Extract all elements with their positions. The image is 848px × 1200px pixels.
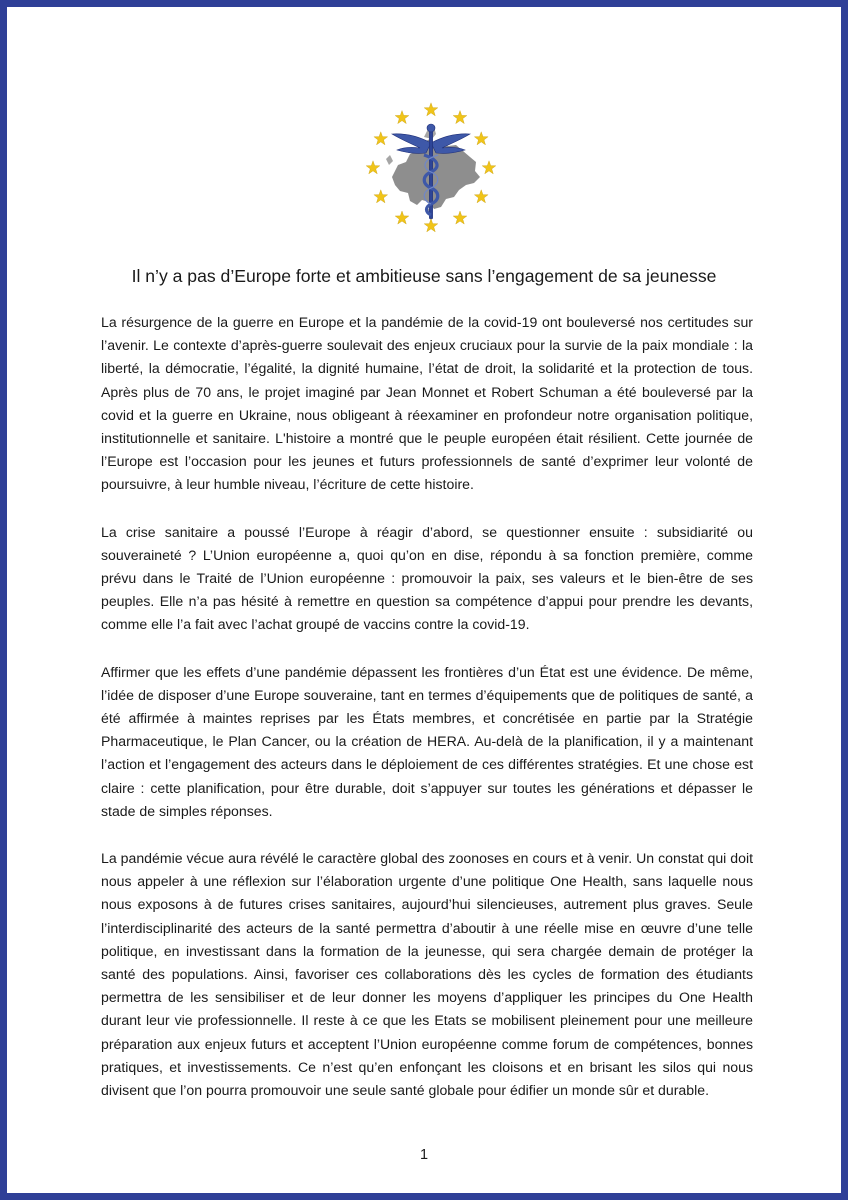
star-icon bbox=[474, 132, 488, 145]
document-body bbox=[101, 311, 753, 1126]
star-icon bbox=[395, 211, 409, 224]
paragraph: Affirmer que les effets d’une pandémie dépassent les frontières d’un État est une évidence. De même, l’idée de disposer d’une Europe souveraine, tant en termes d’équipements que de politiques de santé, a été affirmée à maintes reprises par les États membres, et concrétisée en partie par la Stratégie Pharmaceutique, le Plan Cancer, ou la création de HERA. Au-delà de la planification, il y a maintenant l’action et l’engagement des acteurs dans le déploiement de ces différentes stratégies. Et une chose est claire : cette planification, pour être durable, doit s’appuyer sur toutes les générations et dépasser le stade de simples réponses. bbox=[101, 663, 753, 819]
page-number: 1 bbox=[419, 1147, 429, 1163]
star-icon bbox=[474, 190, 488, 203]
star-icon bbox=[395, 111, 409, 124]
star-icon bbox=[374, 132, 388, 145]
paragraph: La pandémie vécue aura révélé le caractère global des zoonoses en cours et à venir. Un constat qui doit nous appeler à une réflexion sur l’élaboration urgente d’une politique One Health, sans laquelle nous nous exposons à de futures crises sanitaires, aujourd’hui silencieuses, autrement plus graves. Seule l’interdisciplinarité des acteurs de la santé permettra d’aboutir à une réelle mise en œuvre d’une telle politique, en investissant dans la formation de la jeunesse, qui sera chargée demain de protéger la santé des populations. Ainsi, favoriser ces collaborations dès les cycles de formation des étudiants permettra de les sensibiliser et de leur donner les moyens d’appliquer les principes du One Health durant leur vie professionnelle. Il reste à ce que les Etats se mobilisent pleinement pour une meilleure préparation aux enjeux futurs et acceptent l’Union européenne comme forum de compétences, bonnes pratiques, et investissements. Ce n’est qu’en enfonçant les cloisons et en brisant les silos qui nous divisent que l’on pourra promouvoir une seule santé globale pour édifier un monde sûr et durable. bbox=[101, 850, 753, 1099]
document-title: Il n’y a pas d’Europe forte et ambitieuse sans l’engagement de sa jeunesse bbox=[131, 266, 717, 286]
star-icon bbox=[453, 111, 467, 124]
star-icon bbox=[424, 103, 438, 116]
star-icon bbox=[482, 161, 496, 174]
star-icon bbox=[374, 190, 388, 203]
european-health-logo bbox=[362, 99, 500, 237]
star-icon bbox=[453, 211, 467, 224]
star-icon bbox=[366, 161, 380, 174]
star-icon bbox=[424, 219, 438, 232]
paragraph: La résurgence de la guerre en Europe et la pandémie de la covid-19 ont bouleversé nos certitudes sur l’avenir. Le contexte d’après-guerre soulevait des enjeux cruciaux pour la survie de la paix mondiale : la liberté, la démocratie, l’égalité, la dignité humaine, l’état de droit, la solidarité et la protection de tous. Après plus de 70 ans, le projet imaginé par Jean Monnet et Robert Schuman a été bouleversé par la covid et la guerre en Ukraine, nous obligeant à réexaminer en profondeur notre organisation politique, institutionnelle et sanitaire. L'histoire a montré que le peuple européen était résilient. Cette journée de l’Europe est l’occasion pour les jeunes et futurs professionnels de santé d’exprimer leur volonté de poursuivre, à leur humble niveau, l’écriture de cette histoire. bbox=[101, 314, 753, 493]
paragraph: La crise sanitaire a poussé l’Europe à réagir d’abord, se questionner ensuite : subsidiarité ou souveraineté ? L’Union européenne a, quoi qu’on en dise, répondu à sa fonction première, comme prévu dans le Traité de l’Union européenne : promouvoir la paix, ses valeurs et le bien-être de ses peuples. Elle n’a pas hésité à remettre en question sa compétence d’appui pour prendre les devants, comme elle l’a fait avec l’achat groupé de vaccins contre la covid-19. bbox=[101, 523, 753, 633]
